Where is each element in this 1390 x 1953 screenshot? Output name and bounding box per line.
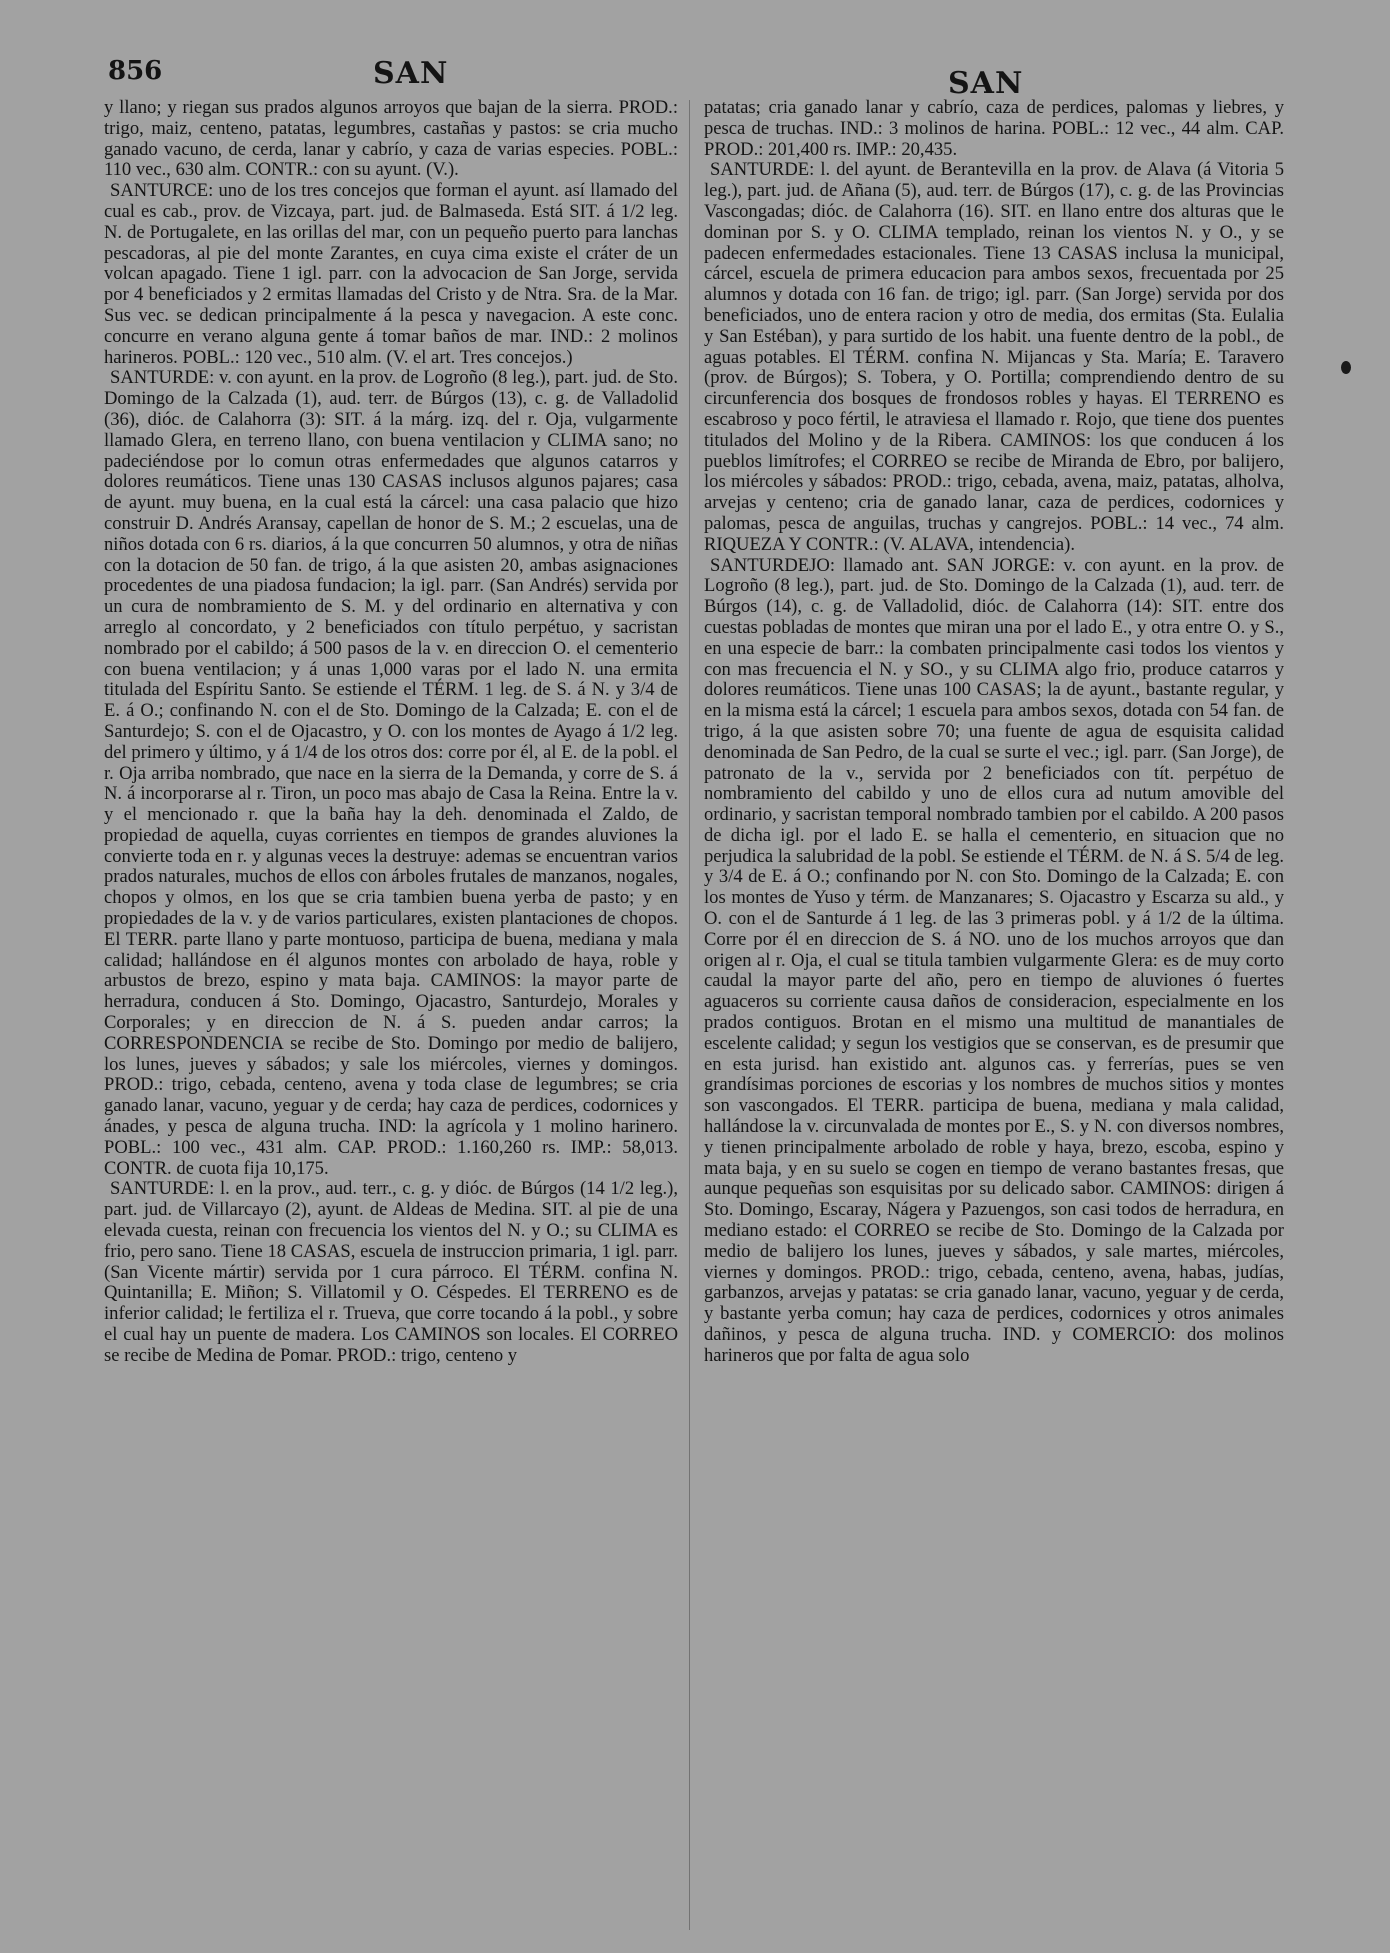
entry-santurce: SANTURCE: uno de los tres concejos que forman el ayunt. así llamado del cual es cab., prov. de Vizcaya, part. jud. de Balmaseda. Está SIT. á 1/2 leg. N. de Portugalete, en las orillas del mar, con un pequeño puerto para lanchas pescadoras, al pie del monte Zarantes, en cuya cima existe el cráter de un volcan apagado. Tiene 1 igl. parr. con la advocacion de San Jorge, servida por 4 beneficiados y 2 ermitas llamadas del Cristo y de Ntra. Sra. de la Mar. Sus vec. se dedican principalmente á la pesca y navegacion. A este conc. concurre en verano alguna gente á tomar baños de mar. IND.: 2 molinos harineros. POBL.: 120 vec., 510 alm. (V. el art. Tres concejos.) [104, 180, 678, 368]
left-column-paragraph: y llano; y riegan sus prados algunos arroyos que bajan de la sierra. PROD.: trigo, maiz, centeno, patatas, legumbres, castañas y pastos: se cria mucho ganado vacuno, de cerda, lanar y cabrío, y caza de varias especies. POBL.: 110 vec., 630 alm. CONTR.: con su ayunt. (V.). [104, 98, 678, 181]
entry-santurde-burgos: SANTURDE: l. en la prov., aud. terr., c. g. y dióc. de Búrgos (14 1/2 leg.), part. jud. de Villarcayo (2), ayunt. de Aldeas de Medina. SIT. al pie de una elevada cuesta, reinan con frecuencia los vientos del N. y O.; su CLIMA es frio, pero sano. Tiene 18 CASAS, escuela de instruccion primaria, 1 igl. parr. (San Vicente mártir) servida por 1 cura párroco. El TÉRM. confina N. Quintanilla; E. Miñon; S. Villatomil y O. Céspedes. El TERRENO es de inferior calidad; le fertiliza el r. Trueva, que corre tocando á la pobl., y sobre el cual hay un puente de madera. Los CAMINOS son locales. El CORREO se recibe de Medina de Pomar. PROD.: trigo, centeno y [104, 1178, 678, 1366]
entry-santurde-logrono: SANTURDE: v. con ayunt. en la prov. de Logroño (8 leg.), part. jud. de Sto. Domingo de la Calzada (1), aud. terr. de Búrgos (13), c. g. de Valladolid (36), dióc. de Calahorra (3): SIT. á la márg. izq. del r. Oja, vulgarmente llamado Glera, en terreno llano, con buena ventilacion y CLIMA sano; no padeciéndose por lo comun otras enfermedades que algunos catarros y dolores reumáticos. Tiene unas 130 CASAS inclusos algunos pajares; casa de ayunt. muy buena, en la cual está la cárcel: una casa palacio que hizo construir D. Andrés Aransay, capellan de honor de S. M.; 2 escuelas, una de niños dotada con 6 rs. diarios, á la que concurren 50 alumnos, y otra de niñas con la dotacion de 50 fan. de trigo, á la que asisten 20, ambas asignaciones procedentes de una piadosa fundacion; la igl. parr. (San Andrés) servida por un cura de nombramiento de S. M. y del ordinario en alternativa y con arreglo al concordato, y 2 beneficiados con título perpétuo, y sacristan nombrado por el cabildo; á 500 pasos de la v. en direccion O. el cementerio con buena ventilacion; y á unas 1,000 varas por el lado N. una ermita titulada del Espíritu Santo. Se estiende el TÉRM. 1 leg. de S. á N. y 3/4 de E. á O.; confinando N. con el de Sto. Domingo de la Calzada; E. con el de Santurdejo; S. con el de Ojacastro, y O. con los montes de Ayago á 1/2 leg. del primero y último, y á 1/4 de los otros dos: corre por él, al E. de la pobl. el r. Oja arriba nombrado, que nace en la sierra de la Demanda, y corre de S. á N. á incorporarse al r. Tiron, un poco mas abajo de Casa la Reina. Entre la v. y el mencionado r. que la baña hay la deh. denominada el Zaldo, de propiedad de aquella, cuyas corrientes en tiempos de grandes aluviones la convierte toda en r. y algunas veces la destruye: ademas se encuentran varios prados naturales, muchos de ellos con árboles frutales de manzanos, nogales, chopos y olmos, en los que se cria tambien buena yerba de pasto; y en propiedades de la v. y de varios particulares, existen plantaciones de chopos. El TERR. parte llano y parte montuoso, participa de buena, mediana y mala calidad; hallándose en él algunos montes con arbolado de haya, roble y arbustos de brezo, espino y mata baja. CAMINOS: la mayor parte de herradura, conducen á Sto. Domingo, Ojacastro, Santurdejo, Morales y Corporales; y en direccion de N. á S. pueden andar carros; la CORRESPONDENCIA se recibe de Sto. Domingo por medio de balijero, los lunes, jueves y sábados; y sale los miércoles, viernes y domingos. PROD.: trigo, cebada, centeno, avena y toda clase de legumbres; se cria ganado lanar, vacuno, yeguar y de cerda; hay caza de perdices, codornices y ánades, y pesca de alguna trucha. IND: la agrícola y 1 molino harinero. POBL.: 100 vec., 431 alm. CAP. PROD.: 1.160,260 rs. IMP.: 58,013. CONTR. de cuota fija 10,175. [104, 367, 678, 1179]
page-number: 856 [108, 56, 163, 86]
entry-santurdejo: SANTURDEJO: llamado ant. SAN JORGE: v. con ayunt. en la prov. de Logroño (8 leg.), part. jud. de Sto. Domingo de la Calzada (1), aud. terr. de Búrgos (14), c. g. de Valladolid, dióc. de Calahorra (14): SIT. entre dos cuestas pobladas de montes que miran una por el lado E., y otra entre O. y S., en una especie de barr.: la combaten principalmente casi todos los vientos y con mas frecuencia el N. y SO., y su CLIMA algo frio, produce catarros y dolores reumáticos. Tiene unas 100 CASAS; la de ayunt., bastante regular, y en la misma está la cárcel; 1 escuela para ambos sexos, dotada con 54 fan. de trigo, á la que asisten sobre 70; una fuente de agua de esquisita calidad denominada de San Pedro, de la cual se surte el vec.; igl. parr. (San Jorge), de patronato de la v., servida por 2 beneficiados con tít. perpétuo de nombramiento del cabildo y uno de ellos cura ad nutum amovible del ordinario, y sacristan temporal nombrado tambien por el cabildo. A 200 pasos de dicha igl. por el lado E. se halla el cementerio, en situacion que no perjudica la salubridad de la pobl. Se estiende el TÉRM. de N. á S. 5/4 de leg. y 3/4 de E. á O.; confinando por N. con Sto. Domingo de la Calzada; E. con los montes de Yuso y térm. de Manzanares; S. Ojacastro y Escarza su ald., y O. con el de Santurde á 1 leg. de las 3 primeras pobl. y á 1/2 de la última. Corre por él en direccion de S. á NO. uno de los muchos arroyos que dan origen al r. Oja, el cual se titula tambien vulgarmente Glera: es de muy corto caudal la mayor parte del año, pero en tiempo de aluviones ó fuertes aguaceros su corriente causa daños de consideracion, especialmente en los prados contiguos. Brotan en el mismo una multitud de manantiales de escelente calidad; y segun los vestigios que se conservan, es de presumir que en esta jurisd. han existido ant. algunos cas. y ferrerías, pues se ven grandísimas porciones de escorias y los nombres de muchos sitios y montes son vascongados. El TERR. participa de buena, mediana y mala calidad, hallándose la v. circunvalada de montes por E., S. y N. con diversos nombres, y tienen principalmente arbolado de roble y haya, brezo, escoba, espino y mata baja, y en su suelo se cogen en tiempo de verano bastantes fresas, que aunque pequeñas son esquisitas por su delicado sabor. CAMINOS: dirigen á Sto. Domingo, Escaray, Nágera y Pazuengos, son casi todos de herradura, en mediano estado: el CORREO se recibe de Sto. Domingo de la Calzada por medio de balijero los lunes, jueves y sábados, y sale martes, miércoles, viernes y domingos. PROD.: trigo, cebada, centeno, avena, habas, judías, garbanzos, arvejas y patatas: se cria ganado lanar, vacuno, yeguar y de cerda, y bastante yerba comun; hay caza de perdices, codornices y otros animales dañinos, y pesca de alguna trucha. IND. y COMERCIO: dos molinos harineros que por falta de agua solo [704, 554, 1284, 1366]
column-divider [689, 100, 690, 1930]
running-head-right: SAN [948, 66, 1024, 101]
running-head-left: SAN [373, 56, 449, 91]
right-column-paragraph: patatas; cria ganado lanar y cabrío, caza de perdices, palomas y liebres, y pesca de truchas. IND.: 3 molinos de harina. POBL.: 12 vec., 44 alm. CAP. PROD.: 201,400 rs. IMP.: 20,435. [704, 98, 1284, 160]
page-header [108, 56, 1300, 102]
ink-blot [1341, 361, 1351, 374]
left-column [104, 98, 678, 1933]
right-column [704, 98, 1284, 1933]
entry-santurde-alava: SANTURDE: l. del ayunt. de Berantevilla en la prov. de Alava (á Vitoria 5 leg.), part. jud. de Añana (5), aud. terr. de Búrgos (17), c. g. de las Provincias Vascongadas; dióc. de Calahorra (16). SIT. en llano entre dos alturas que le dominan por S. y O. CLIMA templado, reinan los vientos N. y O., y se padecen enfermedades estacionales. Tiene 13 CASAS inclusa la municipal, cárcel, escuela de primera educacion para ambos sexos, frecuentada por 25 alumnos y dotada con 16 fan. de trigo; igl. parr. (San Jorge) servida por dos beneficiados, uno de entera racion y otro de media, dos ermitas (Sta. Eulalia y San Estéban), y para surtido de los habit. una fuente dentro de la pobl., de aguas potables. El TÉRM. confina N. Mijancas y Sta. María; E. Taravero (prov. de Búrgos); S. Tobera, y O. Portilla; comprendiendo dentro de su circunferencia dos bosques de frondosos robles y hayas. El TERRENO es escabroso y poco fértil, le atraviesa el llamado r. Rojo, que tiene dos puentes titulados del Molino y de la Ribera. CAMINOS: los que conducen á los pueblos limítrofes; el CORREO se recibe de Miranda de Ebro, por balijero, los miércoles y sábados: PROD.: trigo, cebada, avena, maiz, patatas, alholva, arvejas y centeno; cria de ganado lanar, caza de perdices, codornices y palomas, pesca de anguilas, truchas y cangrejos. POBL.: 14 vec., 74 alm. RIQUEZA Y CONTR.: (V. ALAVA, intendencia). [704, 159, 1284, 555]
